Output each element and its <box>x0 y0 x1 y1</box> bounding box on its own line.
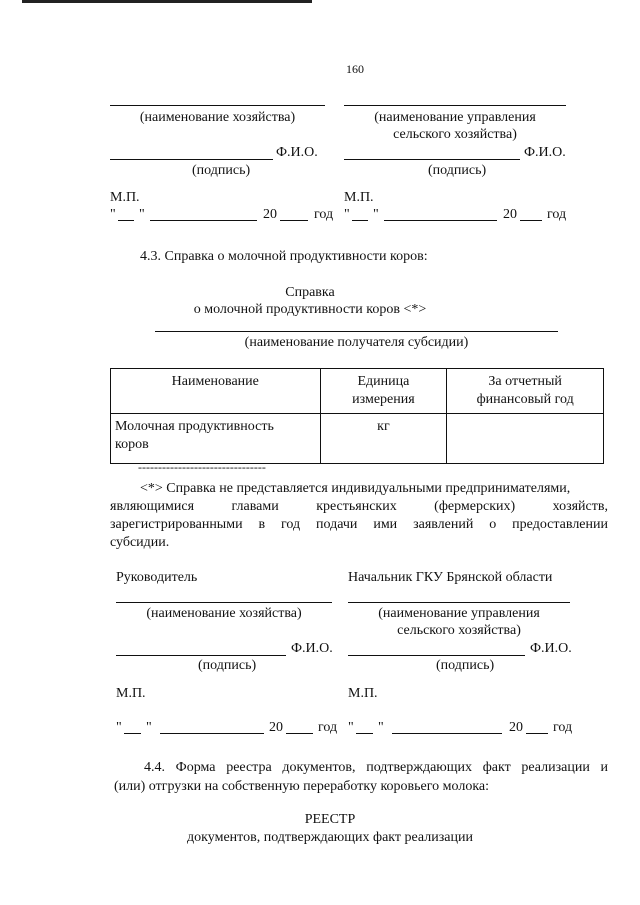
page-number: 160 <box>346 62 364 76</box>
top-border-line <box>22 0 312 3</box>
date-year-word-left: год <box>314 207 334 222</box>
bottom-department-caption-line2: сельского хозяйства) <box>397 623 521 638</box>
recipient-caption: (наименование получателя субсидии) <box>244 335 469 350</box>
signature-caption-left: (подпись) <box>192 163 251 178</box>
bottom-date-month-line-left <box>160 733 264 734</box>
footnote-line-4: субсидии. <box>110 535 170 550</box>
date-quote-close-right: " <box>373 207 379 222</box>
bottom-date-year-num-left: 20 <box>269 720 283 735</box>
row-unit-cell: кг <box>320 414 447 464</box>
bottom-stamp-place-right: М.П. <box>348 686 378 701</box>
head-title-left: Руководитель <box>116 570 198 585</box>
bottom-date-quote-close-right: " <box>378 720 384 735</box>
bottom-date-year-word-left: год <box>318 720 338 735</box>
bottom-farm-name-caption: (наименование хозяйства) <box>146 606 302 621</box>
date-day-line-right <box>352 220 368 221</box>
head-title-right: Начальник ГКУ Брянской области <box>348 570 553 585</box>
bottom-date-year-word-right: год <box>553 720 573 735</box>
bottom-signature-caption-right: (подпись) <box>436 658 495 673</box>
date-year-num-left: 20 <box>263 207 277 222</box>
date-quote-close-left: " <box>139 207 145 222</box>
header-year-cell: За отчетный финансовый год <box>447 369 604 414</box>
registry-subtitle: документов, подтверждающих факт реализации <box>187 830 473 845</box>
fio-label-left: Ф.И.О. <box>276 145 318 160</box>
footnote-line-1: <*> Справка не представляется индивидуальными предпринимателями, <box>140 481 571 496</box>
table-header-row <box>111 369 604 414</box>
date-day-line-left <box>118 220 134 221</box>
bottom-fio-label-right: Ф.И.О. <box>530 641 572 656</box>
header-name-cell: Наименование <box>111 369 321 414</box>
stamp-place-left: М.П. <box>110 190 140 205</box>
footnote-separator: -------------------------------- <box>138 460 266 474</box>
registry-title: РЕЕСТР <box>304 812 356 827</box>
footnote-line-2: являющимися главами крестьянских (фермерских) хозяйств, <box>110 499 608 514</box>
bottom-date-day-line-left <box>124 733 141 734</box>
farm-name-line <box>110 105 325 106</box>
certificate-title: Справка <box>285 285 335 300</box>
bottom-farm-name-line <box>116 602 332 603</box>
bottom-department-caption-line1: (наименование управления <box>378 606 540 621</box>
bottom-date-year-line-left <box>286 733 313 734</box>
section-44-line-1: 4.4. Форма реестра документов, подтверждающих факт реализации и <box>144 760 608 775</box>
bottom-date-year-line-right <box>526 733 548 734</box>
bottom-date-month-line-right <box>392 733 502 734</box>
bottom-signature-line-left <box>116 655 286 656</box>
section-43-heading: 4.3. Справка о молочной продуктивности коров: <box>140 249 428 264</box>
date-year-word-right: год <box>547 207 567 222</box>
bottom-fio-label-left: Ф.И.О. <box>291 641 333 656</box>
row-name-cell: Молочная продуктивность коров <box>111 414 321 464</box>
bottom-department-name-line <box>348 602 570 603</box>
department-name-line <box>344 105 566 106</box>
stamp-place-right: М.П. <box>344 190 374 205</box>
department-caption-line1: (наименование управления <box>374 110 536 125</box>
bottom-date-day-line-right <box>356 733 373 734</box>
bottom-date-quote-open-left: " <box>116 720 122 735</box>
certificate-subtitle: о молочной продуктивности коров <*> <box>193 302 427 317</box>
table-row <box>111 414 604 464</box>
date-quote-open-left: " <box>110 207 116 222</box>
bottom-signature-line-right <box>348 655 525 656</box>
farm-name-caption: (наименование хозяйства) <box>139 110 296 125</box>
bottom-date-year-num-right: 20 <box>509 720 523 735</box>
bottom-stamp-place-left: М.П. <box>116 686 146 701</box>
bottom-signature-caption-left: (подпись) <box>198 658 257 673</box>
signature-line-left <box>110 159 273 160</box>
date-year-line-left <box>280 220 308 221</box>
header-unit-cell: Единица измерения <box>320 369 447 414</box>
row-value-cell <box>447 414 604 464</box>
bottom-date-quote-close-left: " <box>146 720 152 735</box>
bottom-date-quote-open-right: " <box>348 720 354 735</box>
date-year-num-right: 20 <box>503 207 517 222</box>
date-month-line-right <box>384 220 497 221</box>
section-44-line-2: (или) отгрузки на собственную переработку коровьего молока: <box>114 779 490 794</box>
date-quote-open-right: " <box>344 207 350 222</box>
productivity-table <box>110 368 604 464</box>
date-month-line-left <box>150 220 257 221</box>
date-year-line-right <box>520 220 542 221</box>
department-caption-line2: сельского хозяйства) <box>393 127 517 142</box>
footnote-line-3: зарегистрированными в год подачи ими заявлений о предоставлении <box>110 517 608 532</box>
signature-line-right <box>344 159 520 160</box>
signature-caption-right: (подпись) <box>428 163 487 178</box>
fio-label-right: Ф.И.О. <box>524 145 566 160</box>
recipient-name-line <box>155 331 558 332</box>
